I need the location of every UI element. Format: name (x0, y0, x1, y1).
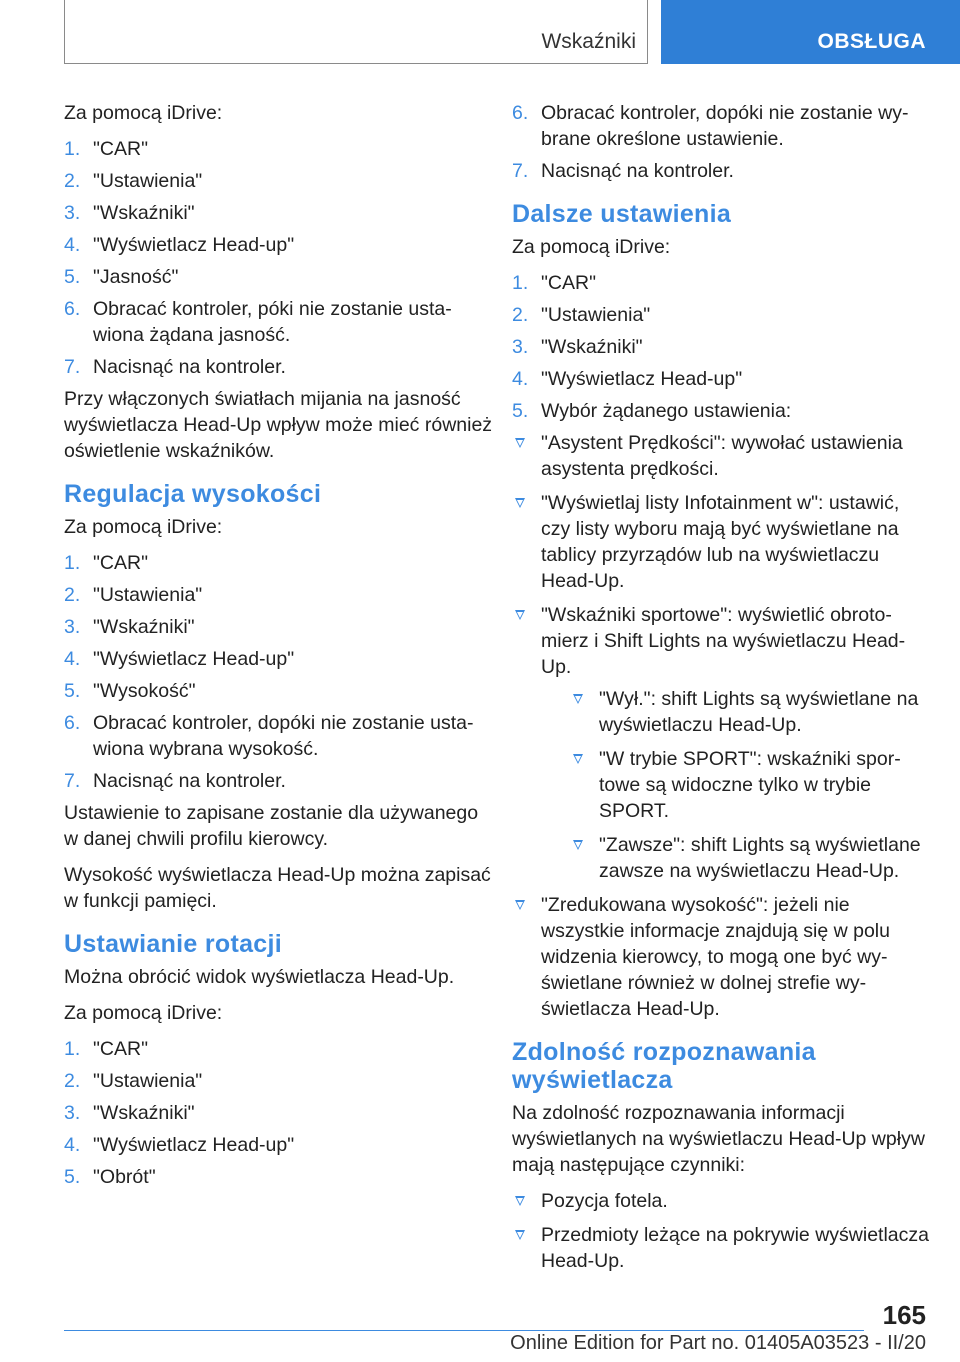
list-item (64, 646, 494, 672)
list-item: "W trybie SPORT": wskaźniki sportowe są widoczne tylko w trybie SPORT. (570, 746, 932, 824)
list-item: Pozycja fotela. (512, 1188, 932, 1214)
triangle-bullet-icon (515, 1196, 525, 1206)
heading-height: Regulacja wysokości (64, 480, 322, 508)
step-number: 5. (512, 400, 529, 422)
triangle-bullet-icon (573, 840, 583, 850)
steps-rotation (64, 1036, 494, 1190)
step-number: 1. (64, 138, 81, 160)
step-number: 4. (64, 648, 81, 670)
step-text: Obracać kontroler, dopóki nie zostanie ustawiona wybrana wysokość. (93, 712, 474, 760)
list-item (64, 768, 494, 794)
chapter-title: Wskaźniki (541, 30, 636, 53)
step-text: "Ustawienia" (93, 1070, 203, 1092)
step-number: 6. (64, 712, 81, 734)
list-item (64, 710, 494, 762)
step-text: "Wyświetlacz Head-up" (541, 368, 743, 390)
step-text: "Wskaźniki" (541, 336, 643, 358)
step-text: "Wyświetlacz Head-up" (93, 1134, 295, 1156)
step-number: 7. (64, 356, 81, 378)
list-item (64, 1068, 494, 1094)
triangle-bullet-icon (515, 900, 525, 910)
step-text: "Jasność" (93, 266, 179, 288)
list-item: "Zredukowana wysokość": jeżeli nie wszystkie informacje znajdują się w polu widzenia kierowcy, to mogą one być wyświetlane również w dolnej strefie wyświetlacza Head-Up. (512, 892, 932, 1022)
step-number: 1. (512, 272, 529, 294)
intro-text: Za pomocą iDrive: (64, 1002, 223, 1024)
left-column (64, 100, 494, 1196)
intro-text: Za pomocą iDrive: (64, 516, 223, 538)
step-number: 3. (512, 336, 529, 358)
step-text: "Obrót" (93, 1166, 156, 1188)
list-item: "Wskaźniki sportowe": wyświetlić obrotomierz i Shift Lights na wyświetlaczu Head-Up. "Wył.": shift Lights są wyświetlane na wyświetlaczu Head-Up. "W trybie SPORT": wskaźniki sportowe są widoczne tylko w trybie SPORT. "Zawsze": shift Lights są wyświetlane zawsze na wyświetlaczu Head-Up. (512, 602, 932, 884)
list-item (512, 270, 932, 296)
sport-display-options (570, 686, 932, 884)
list-item (64, 200, 494, 226)
list-item (512, 302, 932, 328)
step-number: 5. (64, 1166, 81, 1188)
list-item (64, 582, 494, 608)
list-item: "Asystent Prędkości": wywołać ustawienia asystenta prędkości. (512, 430, 932, 482)
step-text: Nacisnąć na kontroler. (93, 356, 286, 378)
list-item (64, 1100, 494, 1126)
list-item (512, 366, 932, 392)
paragraph: Ustawienie to zapisane zostanie dla używanego w danej chwili profilu kierowcy. (64, 802, 479, 850)
footer-divider (64, 1330, 864, 1331)
steps-brightness (64, 136, 494, 380)
intro-text: Za pomocą iDrive: (512, 236, 671, 258)
steps-rotation-continued (512, 100, 932, 184)
step-number: 1. (64, 552, 81, 574)
step-number: 6. (64, 298, 81, 320)
triangle-bullet-icon (573, 754, 583, 764)
step-text: "Wyświetlacz Head-up" (93, 648, 295, 670)
list-item: "Zawsze": shift Lights są wyświetlane zawsze na wyświetlaczu Head-Up. (570, 832, 932, 884)
list-item (64, 550, 494, 576)
list-item (64, 678, 494, 704)
paragraph: Można obrócić widok wyświetlacza Head-Up. (64, 966, 455, 988)
step-number: 3. (64, 1102, 81, 1124)
triangle-bullet-icon (515, 438, 525, 448)
step-number: 2. (512, 304, 529, 326)
paragraph: Wysokość wyświetlacza Head-Up można zapisać w funkcji pamięci. (64, 864, 491, 912)
heading-readability: Zdolność rozpoznawania wyświetlacza (512, 1038, 816, 1094)
list-item (64, 168, 494, 194)
step-number: 6. (512, 102, 529, 124)
step-text: "Wskaźniki" (93, 1102, 195, 1124)
steps-height (64, 550, 494, 794)
step-text: Nacisnąć na kontroler. (541, 160, 734, 182)
settings-options (512, 430, 932, 1022)
list-item (64, 614, 494, 640)
step-number: 2. (64, 1070, 81, 1092)
triangle-bullet-icon (515, 498, 525, 508)
list-item (64, 1164, 494, 1190)
paragraph: Przy włączonych światłach mijania na jasność wyświetlacza Head-Up wpływ może mieć również oświetlenie wskaźników. (64, 388, 493, 462)
step-number: 3. (64, 616, 81, 638)
section-tab: OBSŁUGA (661, 0, 960, 64)
step-text: "CAR" (93, 138, 149, 160)
step-number: 2. (64, 170, 81, 192)
step-number: 3. (64, 202, 81, 224)
triangle-bullet-icon (515, 610, 525, 620)
step-text: "Ustawienia" (541, 304, 651, 326)
step-text: "Wskaźniki" (93, 202, 195, 224)
step-text: "Ustawienia" (93, 584, 203, 606)
step-number: 5. (64, 266, 81, 288)
triangle-bullet-icon (573, 694, 583, 704)
list-item: Przedmioty leżące na pokrywie wyświetlacza Head-Up. (512, 1222, 932, 1274)
triangle-bullet-icon (515, 1230, 525, 1240)
readability-factors (512, 1188, 932, 1274)
list-item (64, 264, 494, 290)
step-number: 4. (64, 1134, 81, 1156)
step-text: Obracać kontroler, póki nie zostanie ustawiona żądana jasność. (93, 298, 452, 346)
right-column (512, 100, 932, 1282)
step-text: "Wskaźniki" (93, 616, 195, 638)
page-number: 165 (882, 1300, 926, 1330)
list-item (64, 232, 494, 258)
step-number: 4. (64, 234, 81, 256)
step-text: Wybór żądanego ustawienia: (541, 400, 792, 422)
step-number: 2. (64, 584, 81, 606)
intro-text: Za pomocą iDrive: (64, 102, 223, 124)
heading-more-settings: Dalsze ustawienia (512, 200, 732, 228)
step-text: "Wysokość" (93, 680, 196, 702)
step-text: "CAR" (541, 272, 597, 294)
step-text: "Ustawienia" (93, 170, 203, 192)
list-item (64, 136, 494, 162)
step-text: Obracać kontroler, dopóki nie zostanie wybrane określone ustawienie. (541, 102, 909, 150)
list-item (64, 1036, 494, 1062)
paragraph: Na zdolność rozpoznawania informacji wyświetlanych na wyświetlaczu Head-Up wpływ mają następujące czynniki: (512, 1102, 925, 1176)
list-item: "Wył.": shift Lights są wyświetlane na wyświetlaczu Head-Up. (570, 686, 932, 738)
step-text: "CAR" (93, 1038, 149, 1060)
list-item (64, 296, 494, 348)
list-item (64, 1132, 494, 1158)
list-item (512, 100, 932, 152)
step-text: "CAR" (93, 552, 149, 574)
list-item (64, 354, 494, 380)
list-item (512, 158, 932, 184)
list-item (512, 398, 932, 424)
step-number: 4. (512, 368, 529, 390)
step-number: 7. (64, 770, 81, 792)
step-text: "Wyświetlacz Head-up" (93, 234, 295, 256)
step-text: Nacisnąć na kontroler. (93, 770, 286, 792)
list-item (512, 334, 932, 360)
step-number: 5. (64, 680, 81, 702)
steps-more-settings (512, 270, 932, 424)
step-number: 7. (512, 160, 529, 182)
step-number: 1. (64, 1038, 81, 1060)
edition-note: Online Edition for Part no. 01405A03523 - II/20 (510, 1332, 926, 1354)
heading-rotation: Ustawianie rotacji (64, 930, 282, 958)
list-item: "Wyświetlaj listy Infotainment w": ustawić, czy listy wyboru mają być wyświetlane na tablicy przyrządów lub na wyświetlaczu Head-Up. (512, 490, 932, 594)
